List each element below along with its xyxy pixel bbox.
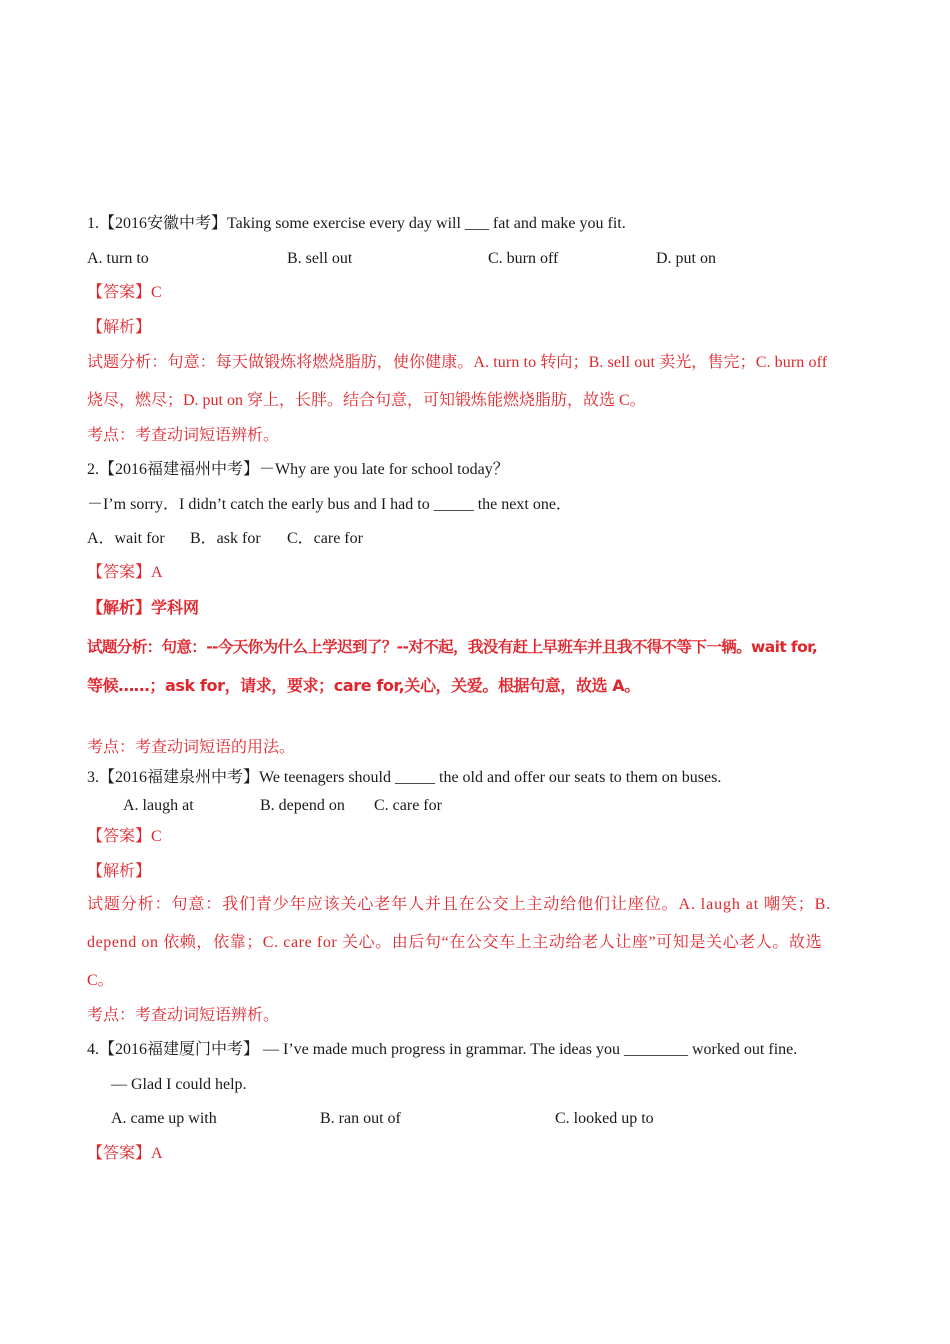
q3-analysis-line-2: depend on 依赖，依靠；C. care for 关心。由后句“在公交车上主动给老人让座”可知是关心老人。故选 [87, 934, 823, 951]
q1-analysis-label: 【解析】 [87, 319, 152, 336]
q1-analysis-line-1: 试题分析：句意：每天做锻炼将燃烧脂肪，使你健康。A. turn to 转向；B. sell out 卖光，售完；C. burn off [87, 354, 828, 371]
question-4-stem-reply: — Glad I could help. [111, 1076, 247, 1093]
q2-option-a: A．wait for [87, 530, 165, 547]
q2-analysis-line-1: 试题分析：句意：--今天你为什么上学迟到了？--对不起，我没有赶上早班车并且我不得不等下一辆。wait for, [87, 638, 818, 656]
q1-option-d: D. put on [656, 250, 716, 267]
q3-answer: 【答案】C [87, 828, 162, 845]
q1-analysis-line-2: 烧尽，燃尽；D. put on 穿上，长胖。结合句意，可知锻炼能燃烧脂肪，故选 C。 [87, 392, 646, 409]
q4-answer: 【答案】A [87, 1145, 163, 1162]
q3-point: 考点：考查动词短语辨析。 [87, 1007, 280, 1024]
question-1-stem: 1.【2016安徽中考】Taking some exercise every day will ___ fat and make you fit. [87, 215, 626, 232]
q3-analysis-line-3: C。 [87, 972, 114, 989]
q3-analysis-line-1: 试题分析：句意：我们青少年应该关心老年人并且在公交上主动给他们让座位。A. laugh at 嘲笑；B. [87, 896, 832, 913]
q3-option-a: A. laugh at [123, 797, 194, 814]
q4-option-c: C. looked up to [555, 1110, 654, 1127]
q4-option-b: B. ran out of [320, 1110, 401, 1127]
q2-analysis-label: 【解析】学科网 [87, 598, 200, 617]
question-2-stem-reply: －I’m sorry．I didn’t catch the early bus and I had to _____ the next one． [87, 496, 572, 513]
q1-answer: 【答案】C [87, 284, 162, 301]
q2-answer: 【答案】A [87, 564, 163, 581]
q2-analysis-line-2: 等候……；ask for，请求，要求；care for,关心，关爱。根据句意，故选 A。 [87, 676, 640, 695]
q2-point: 考点：考查动词短语的用法。 [87, 739, 296, 756]
question-4-stem: 4.【2016福建厦门中考】 — I’ve made much progress in grammar. The ideas you ________ worked out fine. [87, 1041, 798, 1058]
q1-option-b: B. sell out [287, 250, 353, 267]
q4-option-a: A. came up with [111, 1110, 217, 1127]
q3-analysis-label: 【解析】 [87, 863, 152, 880]
question-2-stem: 2.【2016福建福州中考】－Why are you late for school today？ [87, 461, 509, 478]
q3-option-c: C. care for [374, 797, 442, 814]
q1-option-c: C. burn off [488, 250, 559, 267]
q1-point: 考点：考查动词短语辨析。 [87, 427, 280, 444]
q2-option-c: C．care for [287, 530, 363, 547]
q2-option-b: B．ask for [190, 530, 261, 547]
q3-option-b: B. depend on [260, 797, 345, 814]
q1-option-a: A. turn to [87, 250, 149, 267]
question-3-stem: 3.【2016福建泉州中考】We teenagers should _____ the old and offer our seats to them on buses. [87, 769, 722, 786]
